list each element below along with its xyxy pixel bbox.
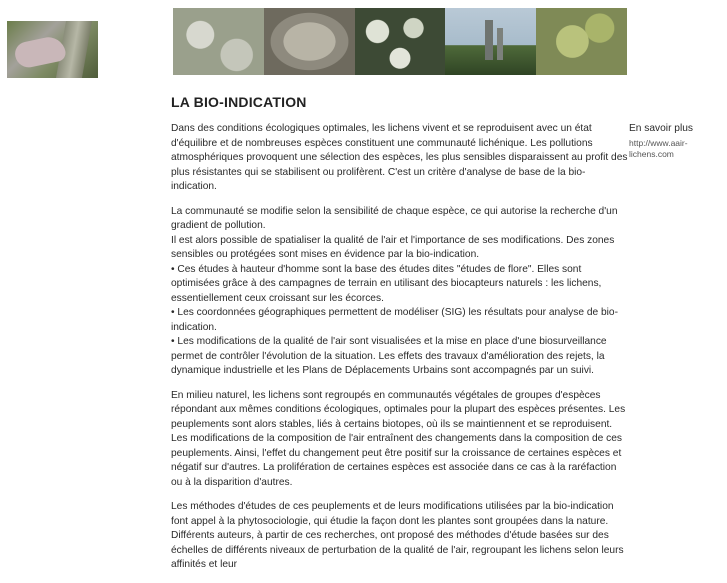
paragraph-3: En milieu naturel, les lichens sont regroupés en communautés végétales de groupes d'espèces répondant aux mêmes conditions écologiques, optimales pour la plupart des espèces présentes. Les peuplements sont alors stables, liés à certains biotopes, où ils se maintiennent et se reproduisent. Les modifications de la composition de l'air entraînent des changements dans la composition de ces peuplements. Ainsi, l'effet du changement peut être positif sur la croissance de certaines espèces et négatif sur d'autres. La prolifération de certaines espèces est associée dans ce cas à la raréfaction ou à la disparition d'autres. — [171, 389, 626, 488]
lichen-photo-3 — [355, 8, 446, 75]
article-body — [171, 122, 629, 583]
lichen-photo-5 — [536, 8, 627, 75]
industrial-landscape-photo — [445, 8, 536, 75]
paragraph-4: Les méthodes d'études de ces peuplements et de leurs modifications utilisées par la bio-indication font appel à la phytosociologie, qui étudie la façon dont les plantes sont groupées dans la nature. Différents auteurs, à partir de ces recherches, ont proposé des méthodes d'étude basées sur des échelles de différents niveaux de perturbation de la qualité de l'air, regroupant les lichens selon leurs affinités et leur — [171, 501, 624, 570]
chimney-shape — [497, 28, 503, 60]
paragraph-2: La communauté se modifie selon la sensibilité de chaque espèce, ce qui autorise la recherche d'un gradient de pollution. Il est alors possible de spatialiser la qualité de l'air et l'importance de ses modifications. Des zones sensibles ou protégées sont mises en évidence par la bio-indication. • Ces études à hauteur d'homme sont la base des études dites "études de flore". Elles sont optimisées grâce à des campagnes de terrain en utilisant des biocapteurs naturels : les lichens, essentiellement ceux croissant sur les écorces. • Les coordonnées géographiques permettent de modéliser (SIG) les résultats pour analyse de bio-indication. • Les modifications de la qualité de l'air sont visualisées et la mise en place d'une biosurveillance permet de contrôler l'évolution de la situation. Les effets des travaux d'amélioration des rejets, la dynamique industrielle et les Plans de Déplacements Urbains sont accompagnés par un suivi. — [171, 205, 618, 376]
aair-lichens-link[interactable]: http://www.aair-lichens.com — [629, 137, 688, 159]
photo-banner — [173, 8, 627, 75]
more-info-aside — [629, 122, 699, 160]
lichen-photo-2 — [264, 8, 355, 75]
paragraph-1: Dans des conditions écologiques optimales, les lichens vivent et se reproduisent avec un état d'équilibre et de nombreuses espèces constituent une communauté lichénique. Les pollutions atmosphériques provoquent une sélection des espèces, les plus sensibles disparaissent au profit des plus résistantes qui se stabilisent ou prolifèrent. C'est un critère d'analyse de base de la bio-indication. — [171, 123, 628, 192]
chimney-shape — [485, 20, 493, 60]
more-info-heading: En savoir plus — [629, 123, 693, 134]
page-title: LA BIO-INDICATION — [171, 94, 307, 110]
lichen-photo-1 — [173, 8, 264, 75]
lichen-hand-photo — [7, 21, 98, 78]
